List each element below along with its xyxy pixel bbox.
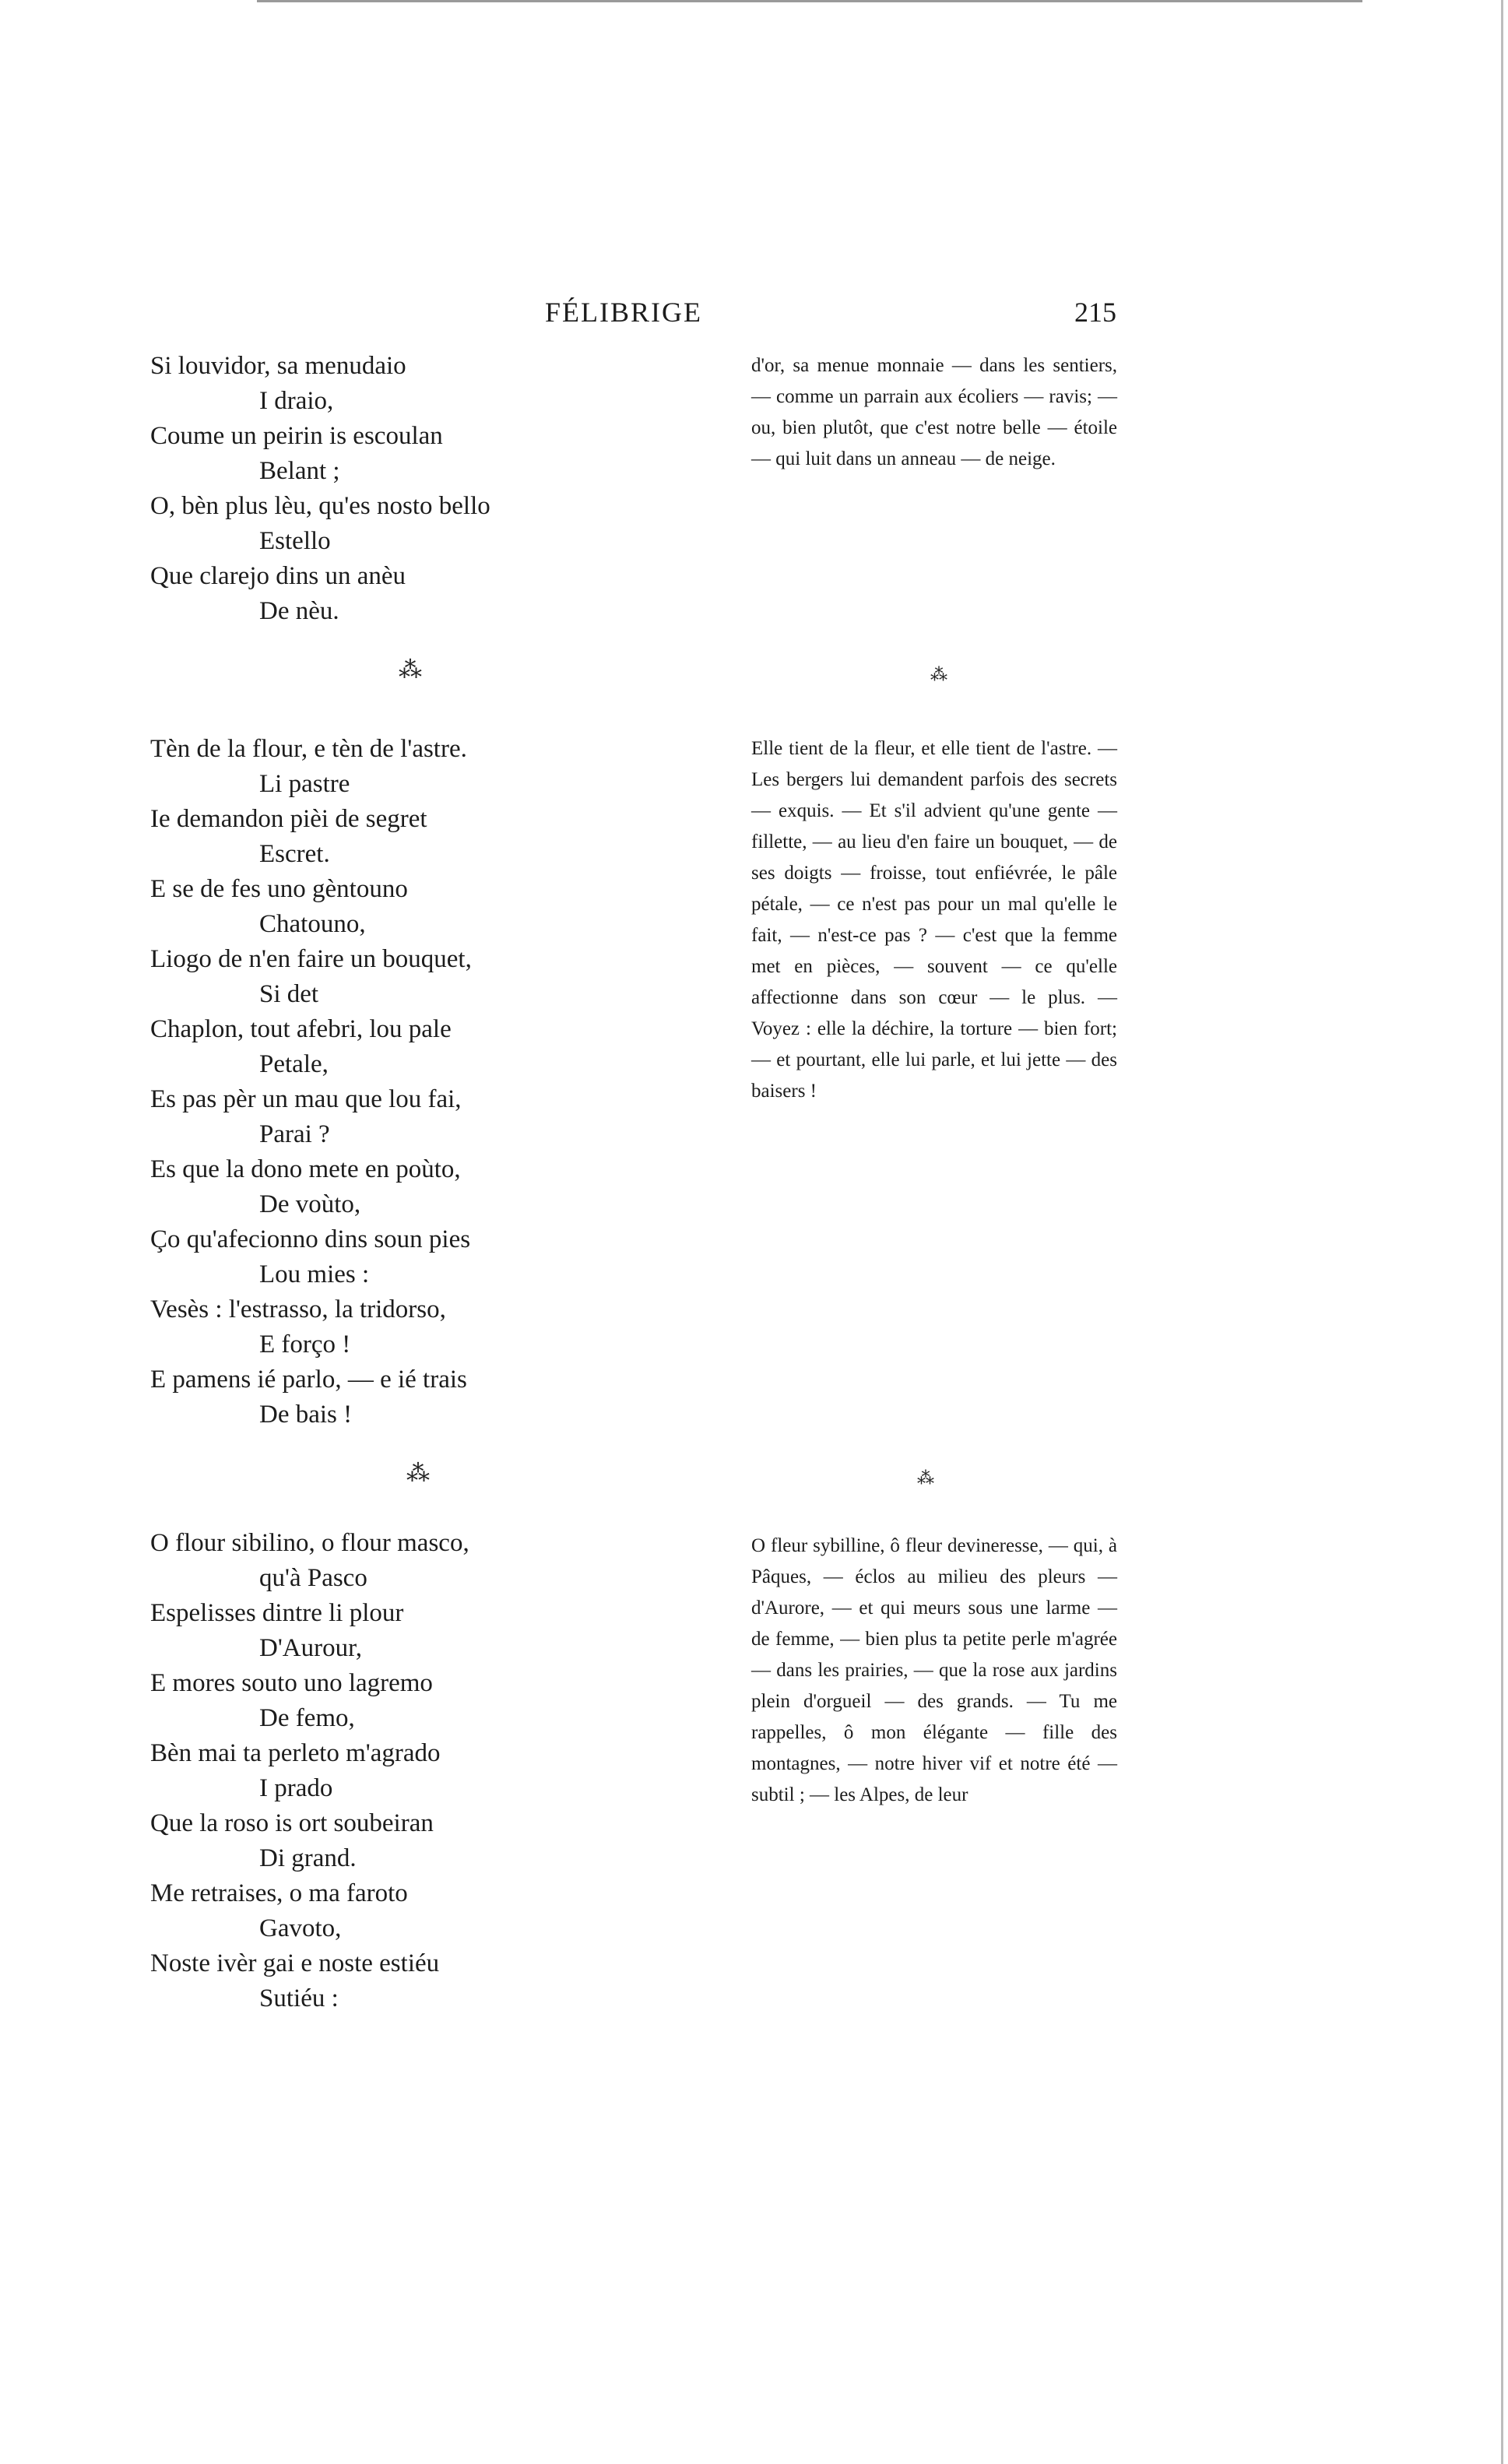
verse-line: Ie demandon pièi de segret (150, 805, 427, 833)
verse-line: Noste ivèr gai e noste estiéu (150, 1949, 440, 1977)
asterism-separator-left-1: ⁂ (399, 657, 422, 683)
verse-line: Escret. (259, 840, 330, 868)
verse-line: Lou mies : (259, 1260, 370, 1288)
verse-line: Espelisses dintre li plour (150, 1599, 404, 1627)
verse-line: Bèn mai ta perleto m'agrado (150, 1739, 441, 1767)
verse-line: Di grand. (259, 1844, 357, 1872)
page-edge-top (257, 0, 1362, 2)
verse-line: De femo, (259, 1704, 355, 1732)
running-title: FÉLIBRIGE (545, 297, 702, 328)
verse-line: Gavoto, (259, 1914, 342, 1942)
verse-line: D'Aurour, (259, 1634, 363, 1662)
asterism-separator-right-2: ⁂ (917, 1468, 934, 1488)
verse-line: Chatouno, (259, 910, 366, 938)
verse-line: Si det (259, 980, 319, 1008)
verse-line: Coume un peirin is escoulan (150, 422, 443, 450)
verse-line: De nèu. (259, 597, 339, 625)
verse-line: Li pastre (259, 770, 350, 798)
verse-line: Si louvidor, sa menudaio (150, 352, 406, 380)
asterism-separator-left-2: ⁂ (406, 1460, 430, 1486)
verse-line: E pamens ié parlo, — e ié trais (150, 1366, 467, 1394)
verse-line: O flour sibilino, o flour masco, (150, 1529, 469, 1557)
page-number: 215 (1074, 297, 1116, 328)
verse-line: Petale, (259, 1050, 329, 1078)
verse-line: O, bèn plus lèu, qu'es nosto bello (150, 492, 490, 520)
translation-paragraph-3: O fleur sybilline, ô fleur devineresse, — qui, à Pâques, — éclos au milieu des pleurs — d'Aurore, — et qui meurs sous une larme — de femme, — bien plus ta petite perle m'agrée — dans les prairies, — que la rose aux jardins plein d'orgueil — des grands. — Tu me rappelles, ô mon élégante — fille des montagnes, — notre hiver vif et notre été — subtil ; — les Alpes, de leur (751, 1535, 1117, 1805)
asterism-separator-right-1: ⁂ (930, 665, 947, 684)
verse-line: Sutiéu : (259, 1984, 339, 2012)
verse-stanza-1 (150, 349, 742, 629)
verse-line: qu'à Pasco (259, 1564, 367, 1592)
verse-line: Liogo de n'en faire un bouquet, (150, 945, 472, 973)
verse-line: E se de fes uno gèntouno (150, 875, 408, 903)
verse-line: I prado (259, 1774, 333, 1802)
verse-stanza-3 (150, 1526, 742, 2016)
verse-line: Es pas pèr un mau que lou fai, (150, 1085, 462, 1113)
verse-line: Estello (259, 527, 331, 555)
verse-line: I draio, (259, 387, 334, 415)
verse-line: Chaplon, tout afebri, lou pale (150, 1015, 452, 1043)
verse-line: Que la roso is ort soubeiran (150, 1809, 434, 1837)
verse-line: Vesès : l'estrasso, la tridorso, (150, 1295, 446, 1323)
verse-stanza-2 (150, 732, 742, 1432)
verse-line: E mores souto uno lagremo (150, 1669, 433, 1697)
verse-line: Ço qu'afecionno dins soun pies (150, 1225, 471, 1253)
verse-line: Tèn de la flour, e tèn de l'astre. (150, 735, 467, 763)
verse-line: De bais ! (259, 1401, 353, 1429)
verse-line: Es que la dono mete en poùto, (150, 1155, 461, 1183)
translation-paragraph-1: d'or, sa menue monnaie — dans les sentiers, — comme un parrain aux écoliers — ravis; — ou, bien plutôt, que c'est notre belle — étoile — qui luit dans un anneau — de neige. (751, 355, 1117, 469)
verse-line: Belant ; (259, 457, 340, 485)
translation-paragraph-2: Elle tient de la fleur, et elle tient de l'astre. — Les bergers lui demandent parfois des secrets — exquis. — Et s'il advient qu'une gente — fillette, — au lieu d'en faire un bouquet, — de ses doigts — froisse, tout enfiévrée, le pâle pétale, — ce n'est pas pour un mal qu'elle le fait, — n'est-ce pas ? — c'est que la femme met en pièces, — souvent — ce qu'elle affectionne dans son cœur — le plus. — Voyez : elle la déchire, la torture — bien fort; — et pourtant, elle lui parle, et lui jette — des baisers ! (751, 738, 1117, 1102)
verse-line: Parai ? (259, 1120, 330, 1148)
verse-line: E forço ! (259, 1330, 351, 1359)
page-edge-right (1501, 0, 1503, 2464)
verse-line: Me retraises, o ma faroto (150, 1879, 408, 1907)
verse-line: Que clarejo dins un anèu (150, 562, 406, 590)
verse-line: De voùto, (259, 1190, 361, 1218)
